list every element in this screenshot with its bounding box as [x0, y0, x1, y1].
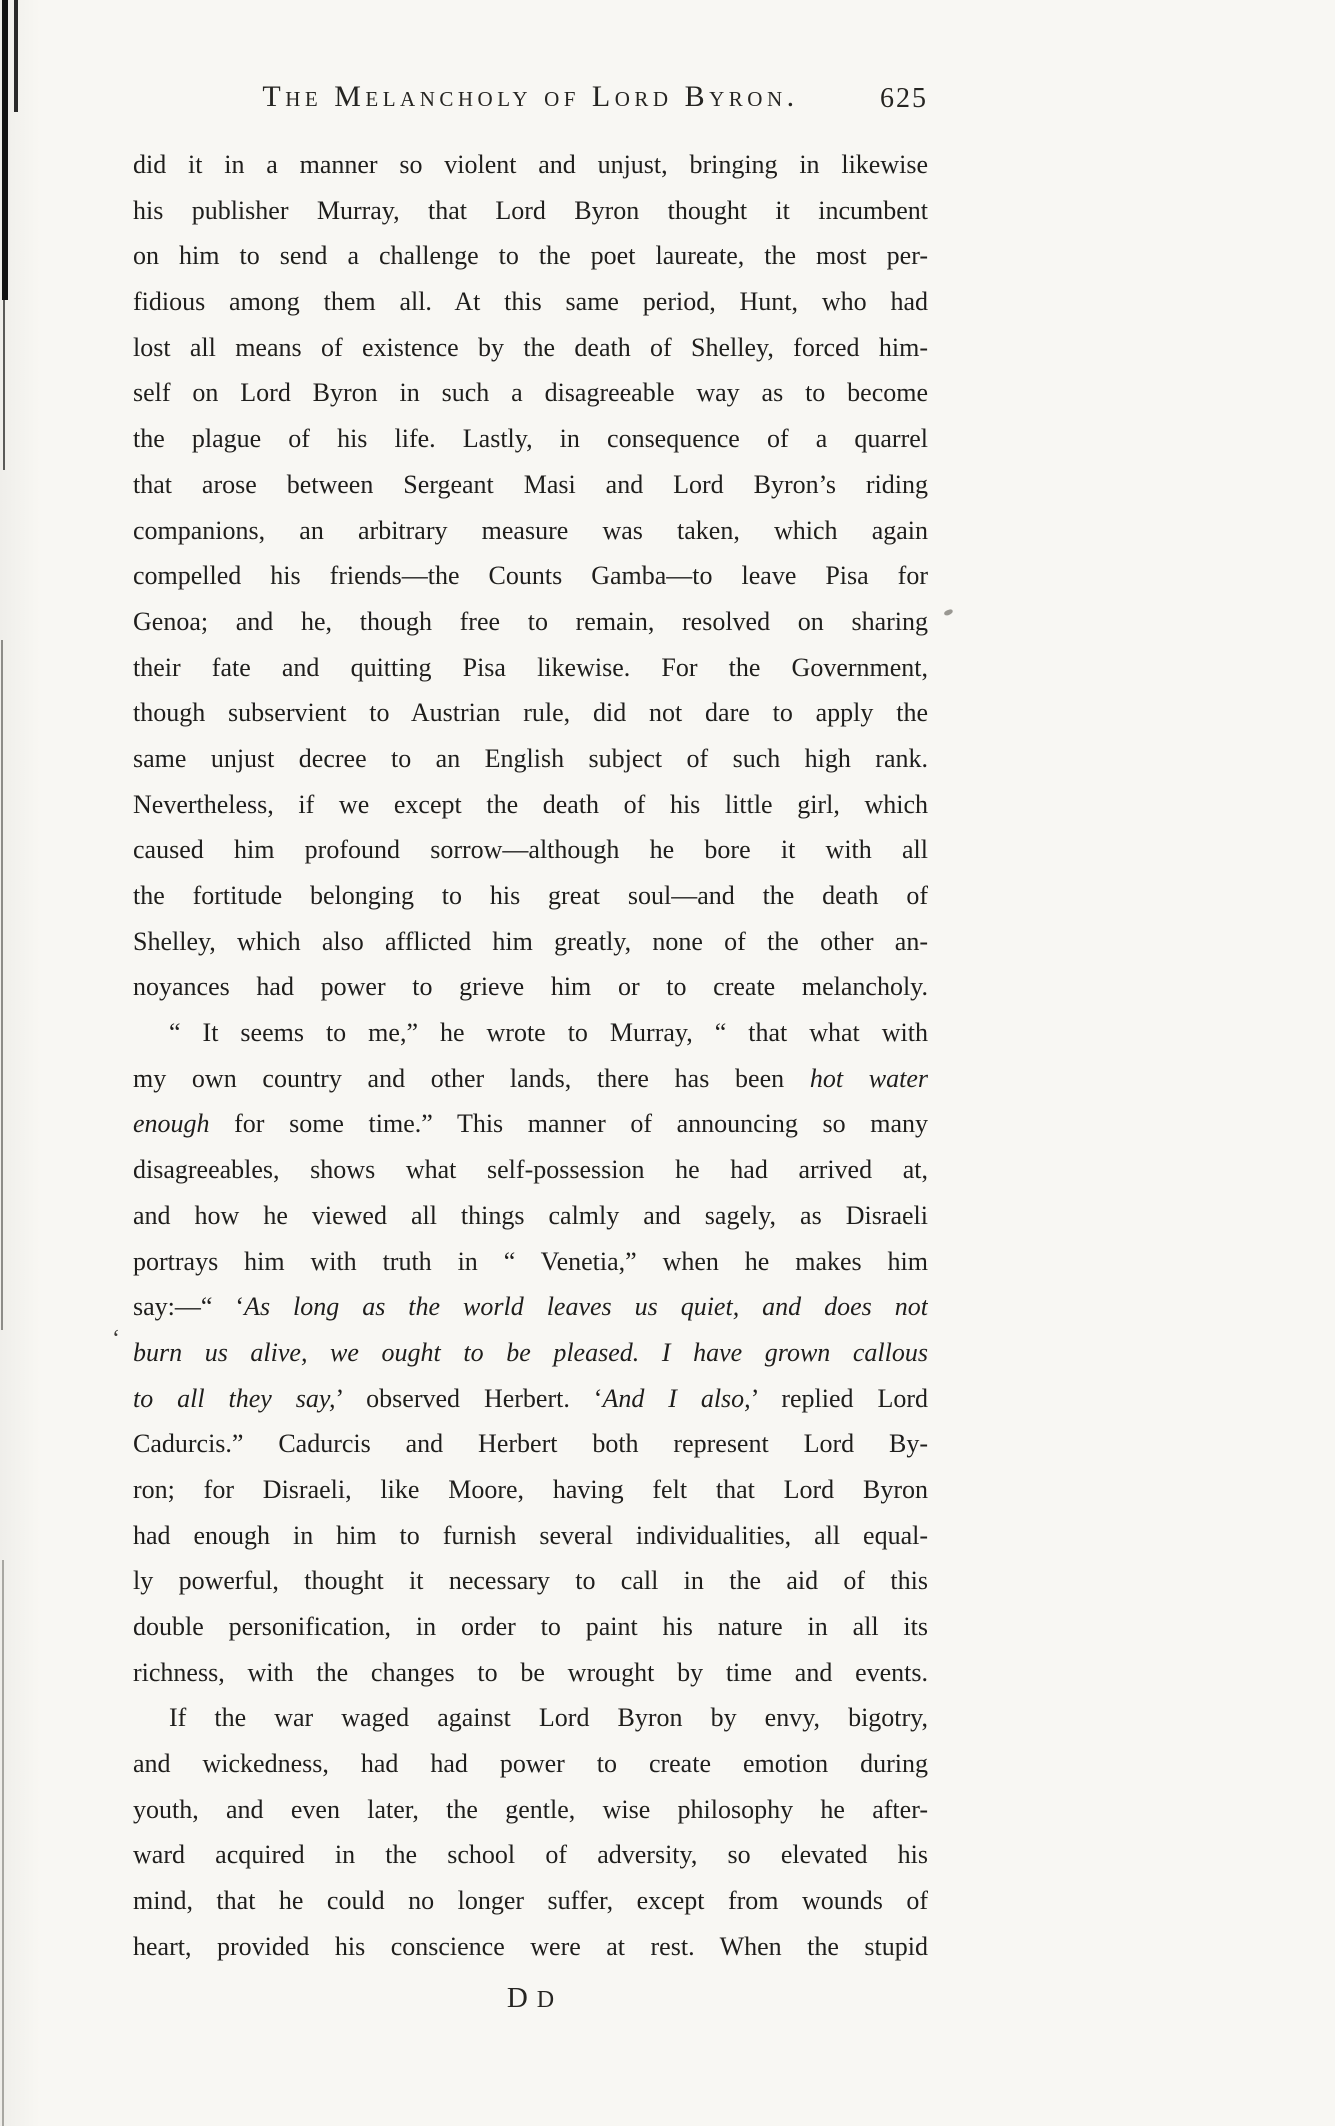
text-segment: richness, with the changes to be wrought by time and events.: [133, 1657, 928, 1687]
text-line: [133, 827, 928, 873]
text-line: [133, 782, 928, 828]
text-segment: for some time.” This manner of announcing so many: [209, 1109, 928, 1139]
text-segment: portrays him with truth in “ Venetia,” when he makes him: [133, 1246, 928, 1276]
text-line: [133, 508, 928, 554]
text-line: [133, 964, 928, 1010]
printers-signature: [133, 1982, 928, 2015]
text-segment: the plague of his life. Lastly, in consequence of a quarrel: [133, 424, 928, 454]
text-segment: caused him profound sorrow—although he bore it with all: [133, 835, 928, 865]
text-segment: Cadurcis.” Cadurcis and Herbert both represent Lord By-: [133, 1429, 928, 1459]
text-line: [133, 1650, 928, 1696]
text-segment: self on Lord Byron in such a disagreeable way as to become: [133, 378, 928, 408]
text-segment: my own country and other lands, there has been: [133, 1063, 810, 1093]
italic-text-segment: And I also,: [602, 1383, 751, 1413]
text-segment: ’ replied Lord: [750, 1383, 928, 1413]
text-segment: same unjust decree to an English subject of such high rank.: [133, 743, 928, 773]
text-segment: double personification, in order to paint his nature in all its: [133, 1612, 928, 1641]
text-line: [133, 462, 928, 508]
text-segment: Nevertheless, if we except the death of his little girl, which: [133, 789, 928, 819]
text-segment: the fortitude belonging to his great soul—and the death of: [133, 881, 928, 910]
text-line: [133, 1832, 928, 1878]
text-line: [133, 553, 928, 599]
text-segment: though subservient to Austrian rule, did not dare to apply the: [133, 698, 928, 728]
signature-letter-large: D: [506, 1982, 528, 2014]
text-line: [133, 142, 928, 188]
text-line: [133, 690, 928, 736]
text-segment: heart, provided his conscience were at rest. When the stupid: [133, 1931, 928, 1961]
scan-artifact-binding-line: [2, 0, 8, 300]
italic-text-segment: burn us alive, we ought to be pleased. I have grown callous: [133, 1337, 928, 1367]
text-segment: say:—“ ‘: [133, 1292, 245, 1322]
text-segment: and wickedness, had had power to create emotion during: [133, 1749, 928, 1779]
page-number: 625: [880, 83, 928, 114]
text-line: [133, 1741, 928, 1787]
scan-artifact-edge-line: [1, 640, 3, 1330]
margin-quote-mark: ‘: [112, 1326, 120, 1352]
text-segment: ’ observed Herbert. ‘: [335, 1383, 603, 1413]
text-segment: and how he viewed all things calmly and sagely, as Disraeli: [133, 1200, 928, 1230]
italic-text-segment: hot water: [809, 1063, 928, 1093]
italic-text-segment: As long as the world leaves us quiet, and does not: [244, 1292, 928, 1322]
text-line: [133, 1376, 928, 1422]
text-line: [133, 1101, 928, 1147]
text-segment: Shelley, which also afflicted him greatly, none of the other an-: [133, 926, 928, 956]
text-line: [133, 370, 928, 416]
text-line: [133, 599, 928, 645]
running-title: The Melancholy of Lord Byron.: [262, 80, 799, 113]
text-line: [133, 873, 928, 919]
text-segment: noyances had power to grieve him or to create melancholy.: [133, 972, 928, 1002]
text-segment: lost all means of existence by the death of Shelley, forced him-: [133, 332, 928, 362]
text-line: [133, 416, 928, 462]
text-segment: compelled his friends—the Counts Gamba—to leave Pisa for: [133, 561, 928, 591]
text-line: [133, 1056, 928, 1102]
running-header: [133, 80, 928, 122]
text-line: [133, 736, 928, 782]
text-segment: had enough in him to furnish several individualities, all equal-: [133, 1520, 928, 1550]
text-segment: “ It seems to me,” he wrote to Murray, “ that what with: [169, 1018, 928, 1048]
text-segment: companions, an arbitrary measure was taken, which again: [133, 515, 928, 545]
text-segment: youth, and even later, the gentle, wise philosophy he after-: [133, 1794, 928, 1824]
text-segment: If the war waged against Lord Byron by envy, bigotry,: [169, 1703, 928, 1733]
text-line: [133, 188, 928, 234]
text-line: [133, 1330, 928, 1376]
text-line: [133, 1695, 928, 1741]
text-line: [133, 1924, 928, 1970]
text-segment: ron; for Disraeli, like Moore, having felt that Lord Byron: [133, 1474, 928, 1504]
text-line: [133, 1787, 928, 1833]
text-line: [133, 1147, 928, 1193]
text-block: [133, 142, 928, 1970]
text-segment: disagreeables, shows what self-possession he had arrived at,: [133, 1155, 928, 1185]
text-segment: mind, that he could no longer suffer, except from wounds of: [133, 1886, 928, 1916]
text-line: [133, 233, 928, 279]
italic-text-segment: to all they say,: [133, 1383, 336, 1413]
text-segment: ly powerful, thought it necessary to call in the aid of this: [133, 1566, 928, 1596]
text-segment: Genoa; and he, though free to remain, resolved on sharing: [133, 606, 928, 636]
text-segment: did it in a manner so violent and unjust, bringing in likewise: [133, 150, 928, 179]
signature-letter-small: D: [536, 1987, 555, 2013]
scan-artifact-edge-line: [3, 300, 5, 470]
italic-text-segment: enough: [133, 1109, 210, 1139]
text-line: [133, 1239, 928, 1285]
text-segment: fidious among them all. At this same period, Hunt, who had: [133, 287, 928, 317]
text-line: [133, 279, 928, 325]
text-line: [133, 1284, 928, 1330]
scan-artifact-edge-line: [2, 1560, 4, 2126]
text-segment: his publisher Murray, that Lord Byron thought it incumbent: [133, 195, 928, 225]
text-segment: on him to send a challenge to the poet laureate, the most per-: [133, 241, 928, 271]
text-line: [133, 1193, 928, 1239]
text-line: [133, 1878, 928, 1924]
text-line: [133, 1513, 928, 1559]
text-line: [133, 1467, 928, 1513]
text-line: [133, 1010, 928, 1056]
text-line: [133, 919, 928, 965]
text-segment: ward acquired in the school of adversity, so elevated his: [133, 1840, 928, 1870]
text-line: [133, 1604, 928, 1650]
scan-artifact-binding-line: [14, 0, 18, 112]
text-line: [133, 1421, 928, 1467]
text-line: [133, 645, 928, 691]
text-line: [133, 1558, 928, 1604]
scan-artifact-speck: [943, 609, 953, 617]
text-segment: their fate and quitting Pisa likewise. For the Government,: [133, 652, 928, 682]
text-line: [133, 325, 928, 371]
text-segment: that arose between Sergeant Masi and Lord Byron’s riding: [133, 469, 928, 499]
